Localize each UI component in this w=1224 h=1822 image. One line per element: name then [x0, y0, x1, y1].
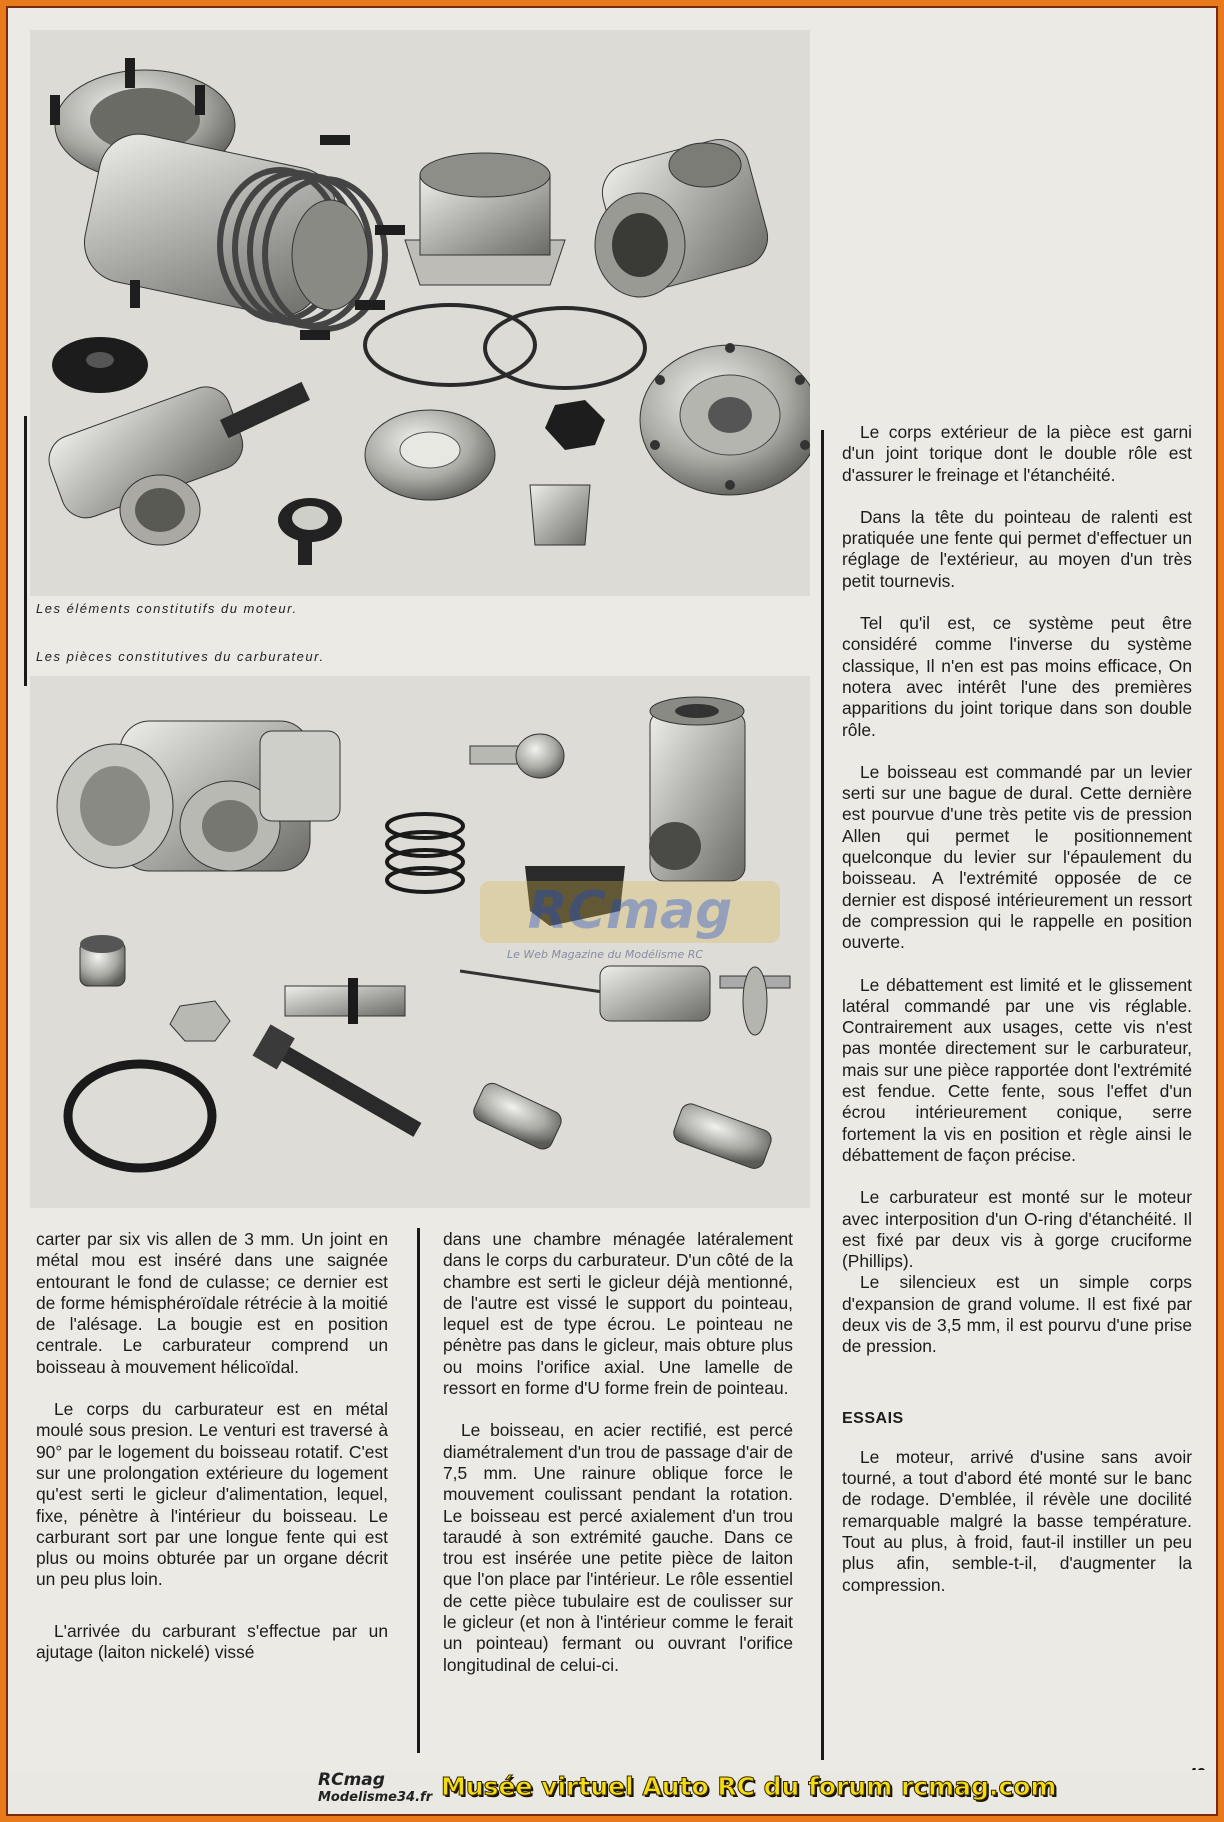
collet-part: [530, 485, 590, 545]
column-rule-left: [24, 416, 27, 686]
text-column-1: [36, 1229, 388, 1684]
watermark-brand: RCmag: [527, 881, 733, 941]
footer-logo-line2: Modelisme34.fr: [318, 1790, 433, 1805]
col3-paragraph-6: Le carburateur est monté sur le moteur avec interposition d'un O-ring d'étanchéité. Il est fixé par deux vis à gorge cruciforme (Phillips).: [842, 1187, 1192, 1272]
carb-photo-caption: Les pièces constitutives du carburateur.: [36, 649, 325, 664]
text-column-2: [443, 1229, 793, 1697]
col1-paragraph-1: carter par six vis allen de 3 mm. Un joint en métal mou est inséré dans une saignée entourant le fond de culasse; ce dernier est de forme hémisphéroïdale rétrécie à la moitié de l'alésage. La bougie est en position centrale. Le carburateur comprend un boisseau à mouvement hélicoïdal.: [36, 1229, 388, 1377]
engine-parts-illustration: [30, 30, 810, 596]
col3-paragraph-2: Dans la tête du pointeau de ralenti est pratiquée une fente qui permet d'effectuer un réglage de l'extérieur, au moyen d'un très petit tournevis.: [842, 506, 1192, 591]
threaded-jet-part: [285, 986, 405, 1016]
back-cover-part: [405, 153, 565, 285]
column-rule-right-of-photo: [821, 430, 824, 1760]
col3-paragraph-4: Le boisseau est commandé par un levier serti sur une bague de dural. Cette dernière est pourvue d'une très petite vis de pression Allen qui permet le positionnement quelconque du levier sur l'épaulement du boisseau. A l'extrémité opposée de ce dernier est disposé intérieurement un ressort de compression qui le rappelle en position ouverte.: [842, 761, 1192, 953]
col3-paragraph-5: Le débattement est limité et le glissement latéral commandé par une vis réglable. Contrairement aux usages, cette vis n'est pas montée directement sur le carburateur, mais sur une pièce rapportée dont l'extrémité est fendue. Cette fente, sous l'effet d'un écrou intérieurement conique, serre fortement la vis en position et règle ainsi le débattement de façon précise.: [842, 974, 1192, 1165]
col2-paragraph-1: dans une chambre ménagée latéralement dans le corps du carburateur. D'un côté de la chambre est serti le gicleur déjà mentionné, de l'autre est vissé le support du pointeau, lequel est de type écrou. Le pointeau ne pénètre pas dans le gicleur, mais obture plus ou moins l'orifice axial. Une lamelle de ressort en forme d'U forme frein de pointeau.: [443, 1229, 793, 1399]
footer-banner: Musée virtuel Auto RC du forum rcmag.com: [441, 1772, 1057, 1801]
col1-paragraph-3: L'arrivée du carburant s'effectue par un ajutage (laiton nickelé) vissé: [36, 1620, 388, 1663]
essais-heading: ESSAIS: [842, 1409, 904, 1427]
column-rule-middle: [417, 1228, 420, 1753]
text-column-3: [842, 422, 1192, 1617]
col2-paragraph-2: Le boisseau, en acier rectifié, est percé diamétralement d'un trou de passage d'air de 7,5 mm. Une rainure oblique force le mouvement coulissant pendant la rotation. Le boisseau est percé axialement d'un trou taraudé à son extrémité gauche. Dans ce trou est insérée une petite pièce de laiton que l'on place par l'intérieur. Le rôle essentiel de cette pièce tubulaire est de coulisser sur le gicleur (et non à l'intérieur comme le ferait un pointeau) fermant ou ouvrant l'orifice longitudinal de celui-ci.: [443, 1420, 793, 1675]
footer-logo-line1: RCmag: [318, 1770, 385, 1790]
col1-paragraph-2: Le corps du carburateur est en métal moulé sous presion. Le venturi est traversé à 90° par le logement du boisseau rotatif. C'est sur une prolongation extérieure du logement qu'est serti le gicleur d'alimentation, lequel, fixe, pénètre à l'intérieur du boisseau. Le carburant sort par une longue fente qui est plus ou moins obturée par un organe décrit un peu plus loin.: [36, 1399, 388, 1590]
drive-washer-part: [365, 410, 495, 500]
carb-parts-photo: [30, 676, 810, 1208]
footer-logo: [318, 1772, 432, 1806]
bush-part: [80, 935, 125, 986]
magazine-page: [6, 6, 1218, 1816]
watermark-tagline: Le Web Magazine du Modélisme RC: [506, 948, 704, 961]
col3-paragraph-1: Le corps extérieur de la pièce est garni d'un joint torique dont le double rôle est d'assurer le freinage et l'étanchéité.: [842, 422, 1192, 485]
essais-paragraph: Le moteur, arrivé d'usine sans avoir tourné, a tout d'abord été monté sur le banc de rodage. D'emblée, il révèle une docilité remarquable malgré la basse température. Tout au plus, à froid, faut-il instiller un peu plus afin, semble-t-il, d'augmenter la compression.: [842, 1446, 1192, 1595]
col3-paragraph-3: Tel qu'il est, ce système peut être considéré comme l'inverse du système classique, Il n'en est pas moins efficace, On notera avec intérêt l'une des premières apparitions du joint torique dans son double rôle.: [842, 613, 1192, 740]
footer-bar: [8, 1770, 1216, 1814]
engine-parts-photo: [30, 30, 810, 596]
carb-parts-illustration: [30, 676, 810, 1208]
col3-paragraph-7: Le silencieux est un simple corps d'expansion de grand volume. Il est fixé par deux vis de 3,5 mm, il est pourvu d'une prise de pression.: [842, 1272, 1192, 1357]
barrel-part: [649, 697, 745, 881]
show-through-artifact: [818, 48, 1208, 228]
engine-photo-caption: Les éléments constitutifs du moteur.: [36, 601, 298, 616]
